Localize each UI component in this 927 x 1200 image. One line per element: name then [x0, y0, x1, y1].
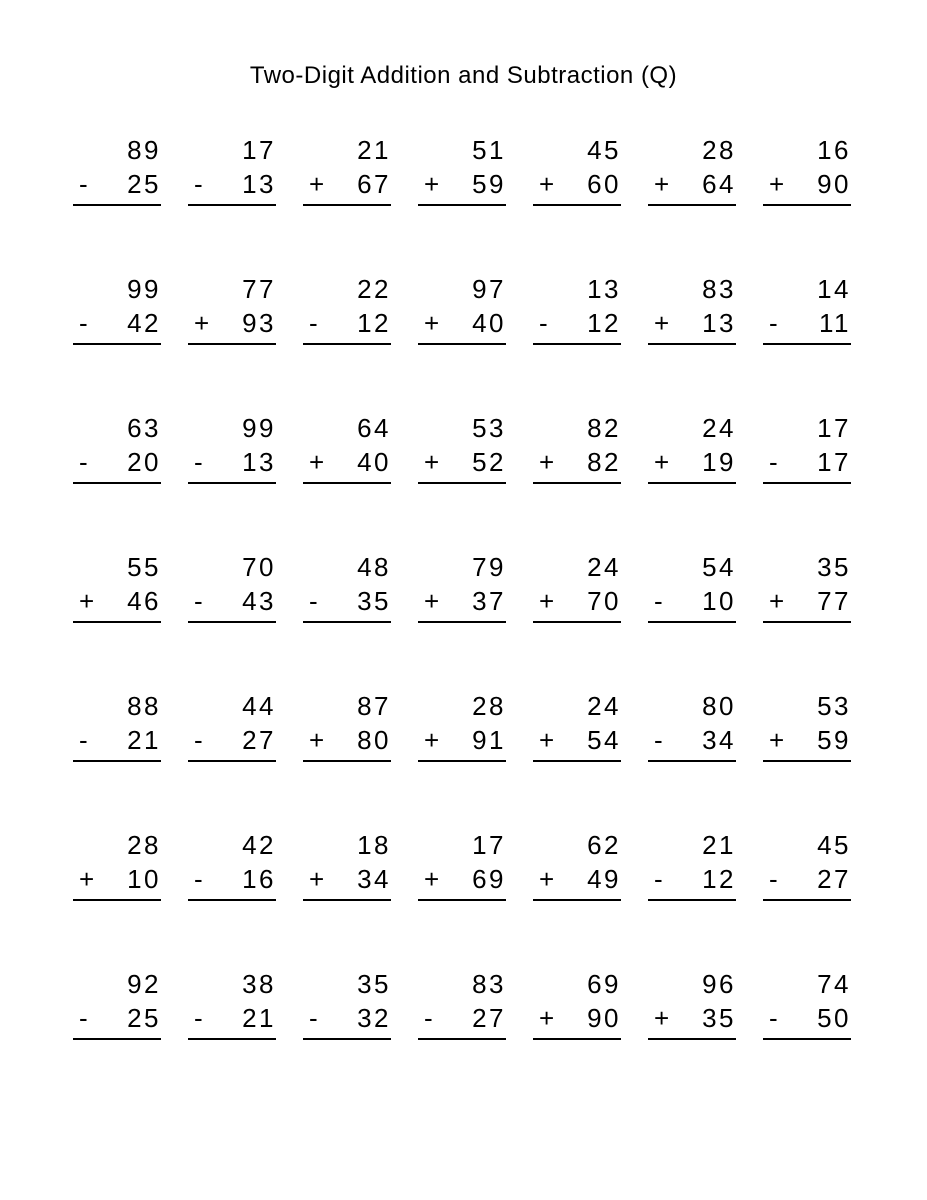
answer-line [303, 343, 391, 345]
operator-sign: + [309, 864, 325, 894]
top-operand: 89 [127, 135, 161, 165]
answer-line [303, 760, 391, 762]
operator-sign: - [769, 308, 778, 338]
problem [648, 411, 736, 484]
answer-line [648, 621, 736, 623]
answer-line [188, 1038, 276, 1040]
bottom-operand: 25 [127, 169, 161, 199]
bottom-operand: 60 [587, 169, 621, 199]
bottom-operand: 35 [702, 1003, 736, 1033]
top-operand: 35 [817, 552, 851, 582]
answer-line [73, 204, 161, 206]
bottom-row [763, 167, 851, 201]
answer-line [763, 204, 851, 206]
operator-sign: + [539, 864, 555, 894]
bottom-operand: 21 [242, 1003, 276, 1033]
answer-line [73, 899, 161, 901]
top-operand: 28 [702, 135, 736, 165]
problem [73, 689, 161, 762]
bottom-row [418, 584, 506, 618]
answer-line [418, 621, 506, 623]
problem [73, 411, 161, 484]
bottom-operand: 90 [817, 169, 851, 199]
operator-sign: + [424, 725, 440, 755]
answer-line [648, 899, 736, 901]
bottom-operand: 69 [472, 864, 506, 894]
bottom-row [533, 862, 621, 896]
bottom-row [418, 723, 506, 757]
bottom-operand: 34 [357, 864, 391, 894]
bottom-row [648, 445, 736, 479]
problem [418, 272, 506, 345]
top-operand: 62 [587, 830, 621, 860]
bottom-row [303, 306, 391, 340]
bottom-row [648, 306, 736, 340]
bottom-operand: 43 [242, 586, 276, 616]
top-operand: 92 [127, 969, 161, 999]
problem [188, 272, 276, 345]
top-operand: 80 [702, 691, 736, 721]
answer-line [188, 621, 276, 623]
top-operand: 99 [127, 274, 161, 304]
operator-sign: - [194, 169, 203, 199]
top-operand: 53 [817, 691, 851, 721]
answer-line [188, 760, 276, 762]
operator-sign: - [769, 447, 778, 477]
answer-line [188, 482, 276, 484]
top-operand: 17 [817, 413, 851, 443]
answer-line [188, 204, 276, 206]
top-operand: 96 [702, 969, 736, 999]
bottom-operand: 12 [702, 864, 736, 894]
bottom-row [763, 1001, 851, 1035]
problem [763, 411, 851, 484]
top-operand: 70 [242, 552, 276, 582]
bottom-row [418, 1001, 506, 1035]
problem [648, 272, 736, 345]
problem [188, 133, 276, 206]
bottom-row [73, 584, 161, 618]
bottom-operand: 19 [702, 447, 736, 477]
operator-sign: + [79, 586, 95, 616]
answer-line [648, 760, 736, 762]
bottom-row [763, 584, 851, 618]
problem [73, 272, 161, 345]
problem [533, 689, 621, 762]
answer-line [303, 482, 391, 484]
answer-line [73, 760, 161, 762]
problem [188, 411, 276, 484]
bottom-operand: 49 [587, 864, 621, 894]
answer-line [303, 204, 391, 206]
bottom-operand: 17 [817, 447, 851, 477]
bottom-operand: 90 [587, 1003, 621, 1033]
top-operand: 97 [472, 274, 506, 304]
bottom-operand: 59 [472, 169, 506, 199]
bottom-operand: 10 [127, 864, 161, 894]
operator-sign: - [194, 447, 203, 477]
bottom-operand: 27 [242, 725, 276, 755]
top-operand: 55 [127, 552, 161, 582]
top-operand: 83 [702, 274, 736, 304]
problem [648, 828, 736, 901]
bottom-row [303, 167, 391, 201]
bottom-operand: 46 [127, 586, 161, 616]
problem [303, 689, 391, 762]
operator-sign: - [769, 1003, 778, 1033]
operator-sign: - [769, 864, 778, 894]
bottom-operand: 52 [472, 447, 506, 477]
top-operand: 24 [587, 691, 621, 721]
top-operand: 24 [587, 552, 621, 582]
problem [188, 967, 276, 1040]
answer-line [303, 899, 391, 901]
answer-line [533, 899, 621, 901]
problem [303, 550, 391, 623]
problem [303, 411, 391, 484]
operator-sign: - [194, 725, 203, 755]
problem [648, 550, 736, 623]
bottom-row [188, 862, 276, 896]
bottom-row [533, 167, 621, 201]
bottom-operand: 20 [127, 447, 161, 477]
top-operand: 13 [587, 274, 621, 304]
top-operand: 24 [702, 413, 736, 443]
operator-sign: + [424, 447, 440, 477]
problem [763, 828, 851, 901]
bottom-operand: 34 [702, 725, 736, 755]
operator-sign: - [79, 308, 88, 338]
problem [303, 272, 391, 345]
bottom-row [73, 445, 161, 479]
top-operand: 21 [702, 830, 736, 860]
problem [418, 967, 506, 1040]
answer-line [303, 621, 391, 623]
bottom-operand: 64 [702, 169, 736, 199]
answer-line [533, 1038, 621, 1040]
worksheet-title: Two-Digit Addition and Subtraction (Q) [249, 62, 678, 89]
answer-line [73, 621, 161, 623]
answer-line [763, 1038, 851, 1040]
problem [418, 550, 506, 623]
answer-line [533, 343, 621, 345]
operator-sign: + [654, 308, 670, 338]
bottom-row [418, 306, 506, 340]
answer-line [418, 760, 506, 762]
bottom-row [533, 584, 621, 618]
answer-line [188, 343, 276, 345]
bottom-row [763, 445, 851, 479]
top-operand: 22 [357, 274, 391, 304]
problem [73, 967, 161, 1040]
bottom-operand: 93 [242, 308, 276, 338]
bottom-operand: 10 [702, 586, 736, 616]
bottom-operand: 54 [587, 725, 621, 755]
problem [533, 550, 621, 623]
top-operand: 21 [357, 135, 391, 165]
bottom-row [188, 167, 276, 201]
operator-sign: + [309, 169, 325, 199]
answer-line [533, 760, 621, 762]
top-operand: 45 [817, 830, 851, 860]
top-operand: 17 [472, 830, 506, 860]
answer-line [418, 482, 506, 484]
problem [188, 689, 276, 762]
problem [418, 133, 506, 206]
top-operand: 14 [817, 274, 851, 304]
answer-line [418, 204, 506, 206]
top-operand: 28 [127, 830, 161, 860]
problem [763, 689, 851, 762]
problem [73, 133, 161, 206]
bottom-row [763, 723, 851, 757]
bottom-row [533, 723, 621, 757]
bottom-row [648, 723, 736, 757]
problem [648, 133, 736, 206]
problem [763, 133, 851, 206]
top-operand: 69 [587, 969, 621, 999]
bottom-row [648, 584, 736, 618]
bottom-operand: 27 [472, 1003, 506, 1033]
top-operand: 18 [357, 830, 391, 860]
top-operand: 45 [587, 135, 621, 165]
problem [763, 550, 851, 623]
bottom-operand: 35 [357, 586, 391, 616]
bottom-operand: 13 [242, 169, 276, 199]
bottom-row [303, 1001, 391, 1035]
bottom-row [73, 306, 161, 340]
top-operand: 74 [817, 969, 851, 999]
bottom-row [648, 167, 736, 201]
top-operand: 35 [357, 969, 391, 999]
top-operand: 16 [817, 135, 851, 165]
operator-sign: + [424, 864, 440, 894]
operator-sign: + [424, 586, 440, 616]
operator-sign: - [309, 308, 318, 338]
bottom-row [533, 306, 621, 340]
top-operand: 77 [242, 274, 276, 304]
bottom-row [188, 1001, 276, 1035]
bottom-row [73, 862, 161, 896]
problem [533, 272, 621, 345]
bottom-operand: 70 [587, 586, 621, 616]
bottom-operand: 59 [817, 725, 851, 755]
operator-sign: - [194, 1003, 203, 1033]
bottom-operand: 25 [127, 1003, 161, 1033]
top-operand: 28 [472, 691, 506, 721]
bottom-row [73, 167, 161, 201]
answer-line [763, 899, 851, 901]
top-operand: 48 [357, 552, 391, 582]
operator-sign: + [309, 447, 325, 477]
operator-sign: - [309, 586, 318, 616]
bottom-operand: 21 [127, 725, 161, 755]
top-operand: 64 [357, 413, 391, 443]
top-operand: 42 [242, 830, 276, 860]
operator-sign: - [539, 308, 548, 338]
top-operand: 38 [242, 969, 276, 999]
problem [188, 828, 276, 901]
bottom-row [533, 1001, 621, 1035]
problem [533, 411, 621, 484]
answer-line [648, 1038, 736, 1040]
problem [303, 967, 391, 1040]
operator-sign: - [654, 864, 663, 894]
bottom-row [648, 862, 736, 896]
bottom-operand: 50 [817, 1003, 851, 1033]
operator-sign: - [309, 1003, 318, 1033]
bottom-row [188, 445, 276, 479]
problem [533, 828, 621, 901]
answer-line [533, 621, 621, 623]
operator-sign: + [539, 1003, 555, 1033]
answer-line [763, 621, 851, 623]
operator-sign: - [194, 864, 203, 894]
bottom-operand: 13 [702, 308, 736, 338]
top-operand: 82 [587, 413, 621, 443]
operator-sign: + [424, 308, 440, 338]
top-operand: 51 [472, 135, 506, 165]
operator-sign: + [769, 586, 785, 616]
bottom-row [303, 862, 391, 896]
answer-line [73, 482, 161, 484]
operator-sign: + [79, 864, 95, 894]
operator-sign: - [424, 1003, 433, 1033]
operator-sign: - [79, 1003, 88, 1033]
bottom-operand: 11 [819, 308, 851, 338]
answer-line [648, 482, 736, 484]
bottom-row [188, 723, 276, 757]
operator-sign: + [539, 447, 555, 477]
operator-sign: + [424, 169, 440, 199]
bottom-operand: 82 [587, 447, 621, 477]
operator-sign: + [654, 1003, 670, 1033]
problem [648, 967, 736, 1040]
top-operand: 17 [242, 135, 276, 165]
problem [763, 967, 851, 1040]
top-operand: 99 [242, 413, 276, 443]
operator-sign: - [194, 586, 203, 616]
top-operand: 54 [702, 552, 736, 582]
problem [303, 133, 391, 206]
answer-line [763, 760, 851, 762]
answer-line [648, 204, 736, 206]
operator-sign: - [654, 586, 663, 616]
bottom-row [303, 723, 391, 757]
bottom-row [418, 445, 506, 479]
bottom-row [188, 306, 276, 340]
bottom-row [533, 445, 621, 479]
answer-line [418, 899, 506, 901]
bottom-operand: 91 [472, 725, 506, 755]
answer-line [418, 1038, 506, 1040]
problem [418, 689, 506, 762]
top-operand: 88 [127, 691, 161, 721]
problem [763, 272, 851, 345]
top-operand: 79 [472, 552, 506, 582]
operator-sign: - [79, 447, 88, 477]
problem [188, 550, 276, 623]
bottom-operand: 67 [357, 169, 391, 199]
bottom-row [303, 445, 391, 479]
bottom-operand: 12 [587, 308, 621, 338]
operator-sign: - [654, 725, 663, 755]
bottom-operand: 12 [357, 308, 391, 338]
operator-sign: - [79, 725, 88, 755]
problem [418, 828, 506, 901]
top-operand: 87 [357, 691, 391, 721]
operator-sign: + [654, 447, 670, 477]
operator-sign: + [194, 308, 210, 338]
bottom-operand: 80 [357, 725, 391, 755]
answer-line [533, 482, 621, 484]
bottom-row [418, 862, 506, 896]
operator-sign: + [769, 169, 785, 199]
problem [303, 828, 391, 901]
bottom-operand: 37 [472, 586, 506, 616]
top-operand: 53 [472, 413, 506, 443]
problem [533, 967, 621, 1040]
bottom-operand: 40 [472, 308, 506, 338]
answer-line [418, 343, 506, 345]
bottom-operand: 40 [357, 447, 391, 477]
bottom-row [73, 723, 161, 757]
answer-line [533, 204, 621, 206]
bottom-operand: 13 [242, 447, 276, 477]
answer-line [73, 343, 161, 345]
top-operand: 63 [127, 413, 161, 443]
answer-line [763, 482, 851, 484]
operator-sign: + [539, 169, 555, 199]
problem-grid [73, 133, 851, 1040]
answer-line [73, 1038, 161, 1040]
answer-line [648, 343, 736, 345]
bottom-operand: 27 [817, 864, 851, 894]
bottom-operand: 32 [357, 1003, 391, 1033]
bottom-row [73, 1001, 161, 1035]
bottom-operand: 16 [242, 864, 276, 894]
bottom-row [188, 584, 276, 618]
top-operand: 83 [472, 969, 506, 999]
problem [73, 828, 161, 901]
problem [648, 689, 736, 762]
bottom-row [648, 1001, 736, 1035]
problem [533, 133, 621, 206]
bottom-row [763, 862, 851, 896]
problem [418, 411, 506, 484]
answer-line [763, 343, 851, 345]
operator-sign: + [769, 725, 785, 755]
operator-sign: - [79, 169, 88, 199]
operator-sign: + [654, 169, 670, 199]
top-operand: 44 [242, 691, 276, 721]
answer-line [188, 899, 276, 901]
bottom-row [763, 306, 851, 340]
bottom-row [303, 584, 391, 618]
bottom-row [418, 167, 506, 201]
operator-sign: + [539, 725, 555, 755]
problem [73, 550, 161, 623]
operator-sign: + [539, 586, 555, 616]
operator-sign: + [309, 725, 325, 755]
answer-line [303, 1038, 391, 1040]
bottom-operand: 42 [127, 308, 161, 338]
bottom-operand: 77 [817, 586, 851, 616]
